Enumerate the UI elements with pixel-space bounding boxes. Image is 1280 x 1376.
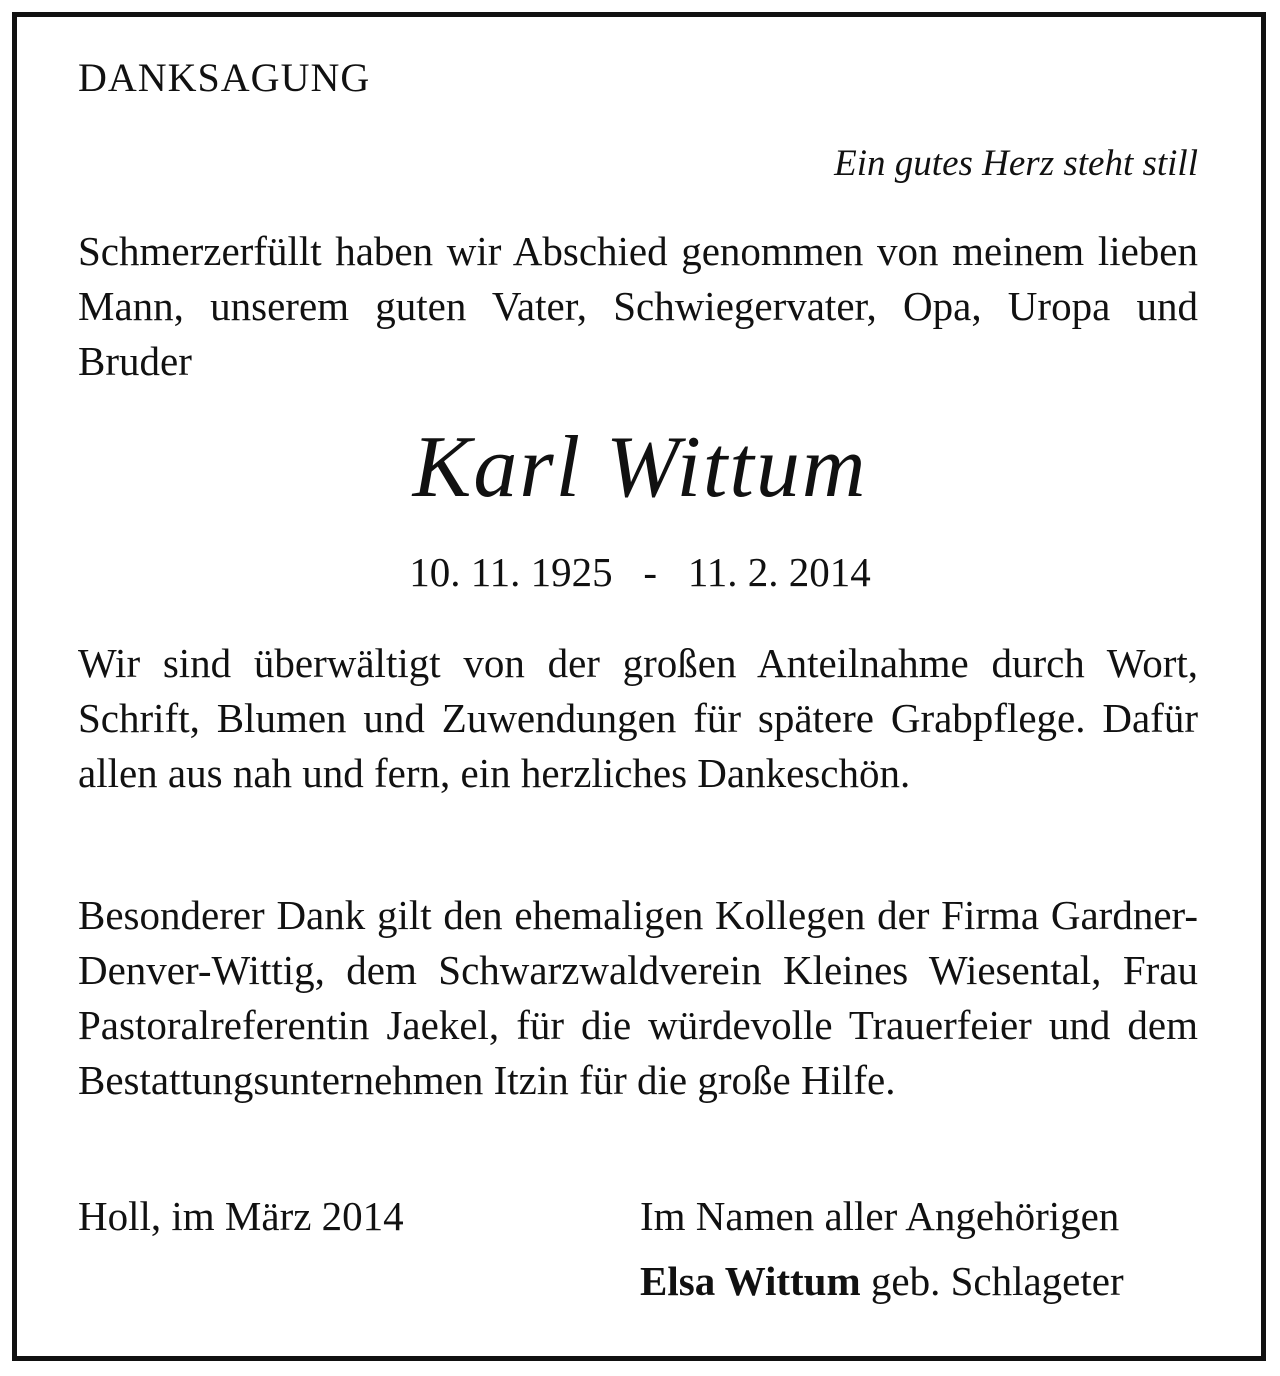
place-date: Holl, im März 2014	[78, 1193, 404, 1239]
special-thanks-paragraph: Besonderer Dank gilt den ehemaligen Kollegen der Firma Gardner-Denver-Wittig, dem Schwarzwaldverein Kleines Wiesental, Frau Pastoralreferentin Jaekel, für die würdevolle Trauerfeier und dem Bestattungsunternehmen Itzin für die große Hilfe.	[78, 892, 1198, 1103]
thanks-paragraph: Wir sind überwältigt von der großen Anteilnahme durch Wort, Schrift, Blumen und Zuwendungen für spätere Grabpflege. Dafür allen aus nah und fern, ein herzliches Dankeschön.	[78, 640, 1198, 796]
signer-name: Elsa Wittum	[640, 1258, 861, 1304]
notice-heading: DANKSAGUNG	[78, 55, 371, 100]
motto: Ein gutes Herz steht still	[834, 143, 1198, 184]
deceased-name: Karl Wittum	[412, 419, 868, 516]
intro-paragraph: Schmerzerfüllt haben wir Abschied genommen von meinem lieben Mann, unserem guten Vater, Schwiegervater, Opa, Uropa und Bruder	[78, 228, 1198, 384]
on-behalf-line: Im Namen aller Angehörigen	[640, 1193, 1120, 1239]
signer-line	[640, 1258, 1124, 1304]
signer-suffix: geb. Schlageter	[860, 1258, 1124, 1304]
life-dates: 10. 11. 1925 - 11. 2. 2014	[409, 549, 871, 595]
signature-block	[640, 1193, 1124, 1304]
